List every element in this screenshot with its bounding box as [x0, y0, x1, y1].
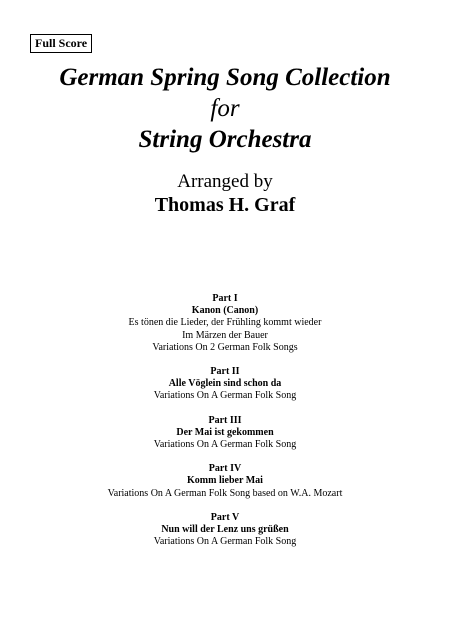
part-5	[0, 512, 450, 549]
arranged-by-label: Arranged by	[177, 171, 273, 192]
part-label: Part IV	[208, 463, 242, 475]
part-label: Part I	[212, 293, 238, 304]
part-2	[0, 366, 450, 403]
title-block	[0, 62, 450, 155]
part-title: Der Mai ist gekommen	[176, 426, 274, 438]
arranger-name: Thomas H. Graf	[154, 194, 296, 216]
full-score-badge: Full Score	[30, 34, 92, 53]
part-title: Komm lieber Mai	[187, 475, 263, 487]
part-label: Part II	[210, 366, 240, 378]
contents-list	[0, 293, 450, 560]
part-title: Nun will der Lenz uns grüßen	[161, 524, 289, 536]
part-description: Im Märzen der Bauer	[182, 329, 268, 341]
part-description: Es tönen die Lieder, der Frühling kommt wieder	[128, 317, 322, 329]
part-description: Variations On A German Folk Song	[153, 536, 297, 548]
part-label: Part V	[210, 511, 240, 523]
part-3	[0, 415, 450, 452]
title-line-1: German Spring Song Collection	[59, 64, 391, 91]
part-description: Variations On 2 German Folk Songs	[152, 341, 298, 353]
part-1	[0, 293, 450, 354]
part-description: Variations On A German Folk Song	[153, 390, 297, 402]
part-title: Alle Vöglein sind schon da	[168, 378, 282, 390]
part-description: Variations On A German Folk Song based on W.A. Mozart	[107, 487, 343, 499]
part-description: Variations On A German Folk Song	[153, 439, 297, 451]
part-label: Part III	[208, 414, 242, 426]
title-line-3: String Orchestra	[138, 126, 312, 153]
part-4	[0, 463, 450, 500]
part-title: Kanon (Canon)	[191, 305, 259, 317]
title-line-2: for	[210, 95, 240, 122]
